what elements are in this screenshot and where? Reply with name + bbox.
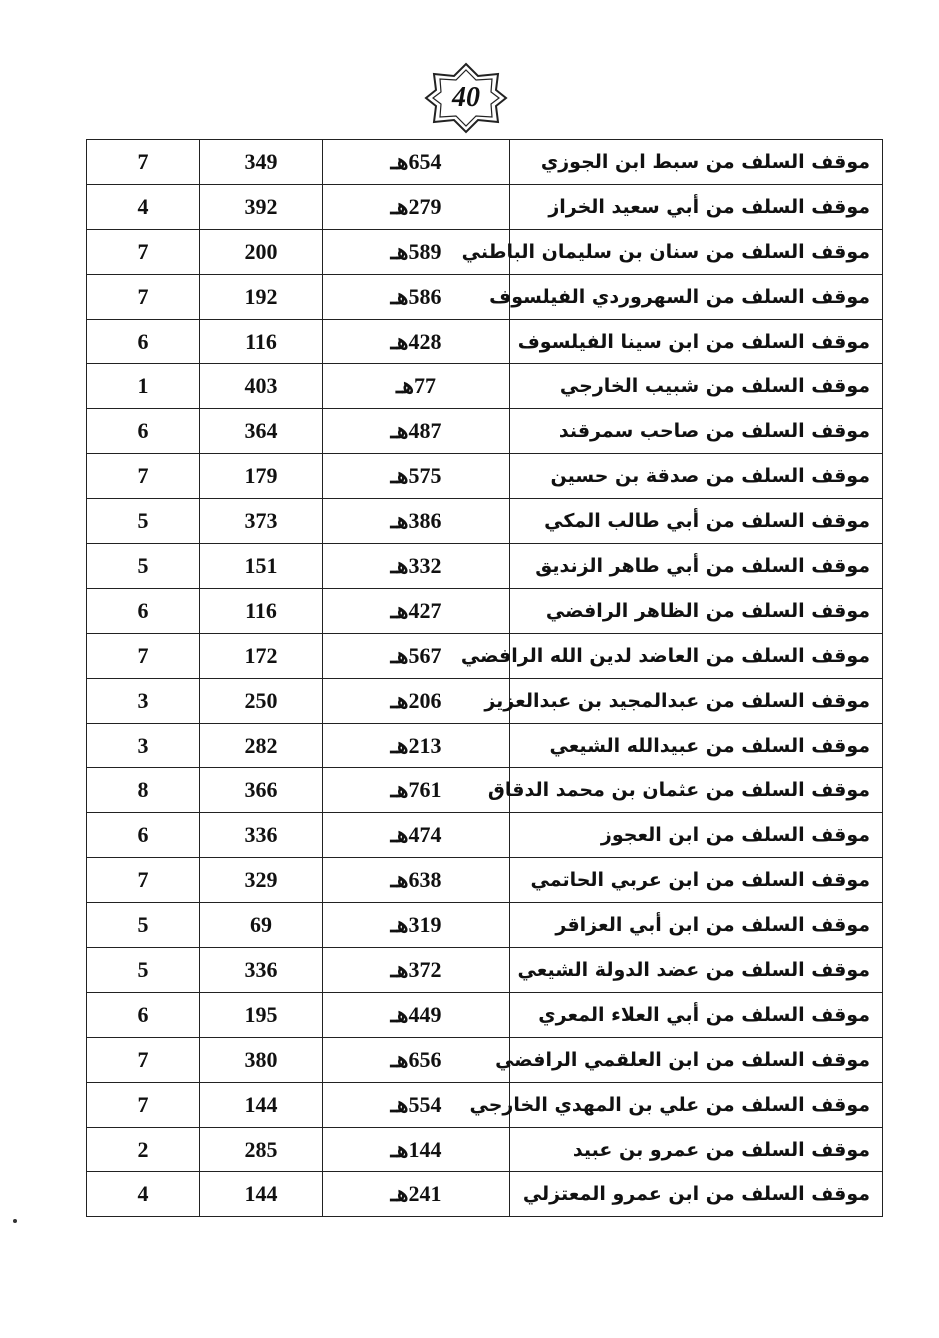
page-number: 40 bbox=[452, 82, 480, 113]
page-cell: 380 bbox=[200, 1037, 323, 1082]
date-cell: 554هـ bbox=[323, 1082, 510, 1127]
title-cell: موقف السلف من العاضد لدين الله الرافضي bbox=[510, 633, 883, 678]
index-table-body bbox=[87, 140, 883, 1217]
volume-cell: 5 bbox=[87, 499, 200, 544]
date-cell: 656هـ bbox=[323, 1037, 510, 1082]
volume-cell: 6 bbox=[87, 813, 200, 858]
table-row bbox=[87, 184, 883, 229]
volume-cell: 7 bbox=[87, 858, 200, 903]
title-cell: موقف السلف من السهروردي الفيلسوف bbox=[510, 274, 883, 319]
date-cell: 487هـ bbox=[323, 409, 510, 454]
volume-cell: 5 bbox=[87, 903, 200, 948]
title-cell: موقف السلف من ابن العجوز bbox=[510, 813, 883, 858]
page-cell: 192 bbox=[200, 274, 323, 319]
date-cell: 279هـ bbox=[323, 184, 510, 229]
table-row bbox=[87, 858, 883, 903]
page-cell: 250 bbox=[200, 678, 323, 723]
page-cell: 172 bbox=[200, 633, 323, 678]
volume-cell: 4 bbox=[87, 1172, 200, 1217]
date-cell: 241هـ bbox=[323, 1172, 510, 1217]
table-row bbox=[87, 274, 883, 319]
table-row bbox=[87, 409, 883, 454]
date-cell: 474هـ bbox=[323, 813, 510, 858]
page-cell: 200 bbox=[200, 229, 323, 274]
volume-cell: 7 bbox=[87, 1082, 200, 1127]
table-row bbox=[87, 768, 883, 813]
page-cell: 151 bbox=[200, 544, 323, 589]
page-cell: 403 bbox=[200, 364, 323, 409]
table-row bbox=[87, 1082, 883, 1127]
volume-cell: 4 bbox=[87, 184, 200, 229]
table-row bbox=[87, 229, 883, 274]
page-cell: 116 bbox=[200, 319, 323, 364]
date-cell: 638هـ bbox=[323, 858, 510, 903]
table-row bbox=[87, 499, 883, 544]
table-row bbox=[87, 454, 883, 499]
index-table-container bbox=[86, 139, 870, 1217]
page-cell: 349 bbox=[200, 140, 323, 185]
title-cell: موقف السلف من أبي العلاء المعري bbox=[510, 992, 883, 1037]
index-table bbox=[86, 139, 883, 1217]
volume-cell: 5 bbox=[87, 544, 200, 589]
page-cell: 179 bbox=[200, 454, 323, 499]
volume-cell: 7 bbox=[87, 274, 200, 319]
volume-cell: 6 bbox=[87, 409, 200, 454]
title-cell: موقف السلف من شبيب الخارجي bbox=[510, 364, 883, 409]
table-row bbox=[87, 1037, 883, 1082]
date-cell: 144هـ bbox=[323, 1127, 510, 1172]
stray-mark bbox=[13, 1219, 17, 1223]
page-cell: 373 bbox=[200, 499, 323, 544]
title-cell: موقف السلف من ابن سينا الفيلسوف bbox=[510, 319, 883, 364]
title-cell: موقف السلف من ابن عربي الحاتمي bbox=[510, 858, 883, 903]
page-cell: 144 bbox=[200, 1172, 323, 1217]
page-cell: 144 bbox=[200, 1082, 323, 1127]
title-cell: موقف السلف من صاحب سمرقند bbox=[510, 409, 883, 454]
table-row bbox=[87, 544, 883, 589]
date-cell: 586هـ bbox=[323, 274, 510, 319]
volume-cell: 2 bbox=[87, 1127, 200, 1172]
title-cell: موقف السلف من عضد الدولة الشيعي bbox=[510, 948, 883, 993]
date-cell: 589هـ bbox=[323, 229, 510, 274]
table-row bbox=[87, 140, 883, 185]
table-row bbox=[87, 364, 883, 409]
title-cell: موقف السلف من ابن أبي العزاقر bbox=[510, 903, 883, 948]
title-cell: موقف السلف من أبي طالب المكي bbox=[510, 499, 883, 544]
page-cell: 116 bbox=[200, 588, 323, 633]
title-cell: موقف السلف من عمرو بن عبيد bbox=[510, 1127, 883, 1172]
title-cell: موقف السلف من ابن العلقمي الرافضي bbox=[510, 1037, 883, 1082]
volume-cell: 6 bbox=[87, 319, 200, 364]
volume-cell: 6 bbox=[87, 992, 200, 1037]
title-cell: موقف السلف من صدقة بن حسين bbox=[510, 454, 883, 499]
table-row bbox=[87, 723, 883, 768]
table-row bbox=[87, 319, 883, 364]
page-cell: 329 bbox=[200, 858, 323, 903]
title-cell: موقف السلف من الظاهر الرافضي bbox=[510, 588, 883, 633]
table-row bbox=[87, 813, 883, 858]
date-cell: 386هـ bbox=[323, 499, 510, 544]
date-cell: 567هـ bbox=[323, 633, 510, 678]
date-cell: 213هـ bbox=[323, 723, 510, 768]
title-cell: موقف السلف من عبدالمجيد بن عبدالعزيز bbox=[510, 678, 883, 723]
volume-cell: 7 bbox=[87, 1037, 200, 1082]
table-row bbox=[87, 678, 883, 723]
table-row bbox=[87, 903, 883, 948]
table-row bbox=[87, 948, 883, 993]
page-cell: 336 bbox=[200, 813, 323, 858]
table-row bbox=[87, 1172, 883, 1217]
volume-cell: 3 bbox=[87, 723, 200, 768]
title-cell: موقف السلف من عبيدالله الشيعي bbox=[510, 723, 883, 768]
table-row bbox=[87, 1127, 883, 1172]
date-cell: 654هـ bbox=[323, 140, 510, 185]
title-cell: موقف السلف من ابن عمرو المعتزلي bbox=[510, 1172, 883, 1217]
page-cell: 366 bbox=[200, 768, 323, 813]
table-row bbox=[87, 588, 883, 633]
date-cell: 761هـ bbox=[323, 768, 510, 813]
volume-cell: 1 bbox=[87, 364, 200, 409]
date-cell: 319هـ bbox=[323, 903, 510, 948]
volume-cell: 8 bbox=[87, 768, 200, 813]
page-number-badge bbox=[424, 62, 508, 134]
title-cell: موقف السلف من أبي سعيد الخراز bbox=[510, 184, 883, 229]
page-cell: 392 bbox=[200, 184, 323, 229]
date-cell: 427هـ bbox=[323, 588, 510, 633]
date-cell: 77هـ bbox=[323, 364, 510, 409]
title-cell: موقف السلف من عثمان بن محمد الدقاق bbox=[510, 768, 883, 813]
table-row bbox=[87, 633, 883, 678]
volume-cell: 3 bbox=[87, 678, 200, 723]
date-cell: 206هـ bbox=[323, 678, 510, 723]
volume-cell: 7 bbox=[87, 633, 200, 678]
volume-cell: 7 bbox=[87, 140, 200, 185]
table-row bbox=[87, 992, 883, 1037]
date-cell: 372هـ bbox=[323, 948, 510, 993]
page-cell: 282 bbox=[200, 723, 323, 768]
page-cell: 195 bbox=[200, 992, 323, 1037]
page-cell: 69 bbox=[200, 903, 323, 948]
title-cell: موقف السلف من أبي طاهر الزنديق bbox=[510, 544, 883, 589]
title-cell: موقف السلف من سنان بن سليمان الباطني bbox=[510, 229, 883, 274]
volume-cell: 7 bbox=[87, 454, 200, 499]
title-cell: موقف السلف من سبط ابن الجوزي bbox=[510, 140, 883, 185]
title-cell: موقف السلف من علي بن المهدي الخارجي bbox=[510, 1082, 883, 1127]
date-cell: 575هـ bbox=[323, 454, 510, 499]
page-cell: 364 bbox=[200, 409, 323, 454]
date-cell: 428هـ bbox=[323, 319, 510, 364]
page-cell: 336 bbox=[200, 948, 323, 993]
date-cell: 332هـ bbox=[323, 544, 510, 589]
page-cell: 285 bbox=[200, 1127, 323, 1172]
date-cell: 449هـ bbox=[323, 992, 510, 1037]
volume-cell: 7 bbox=[87, 229, 200, 274]
volume-cell: 5 bbox=[87, 948, 200, 993]
volume-cell: 6 bbox=[87, 588, 200, 633]
